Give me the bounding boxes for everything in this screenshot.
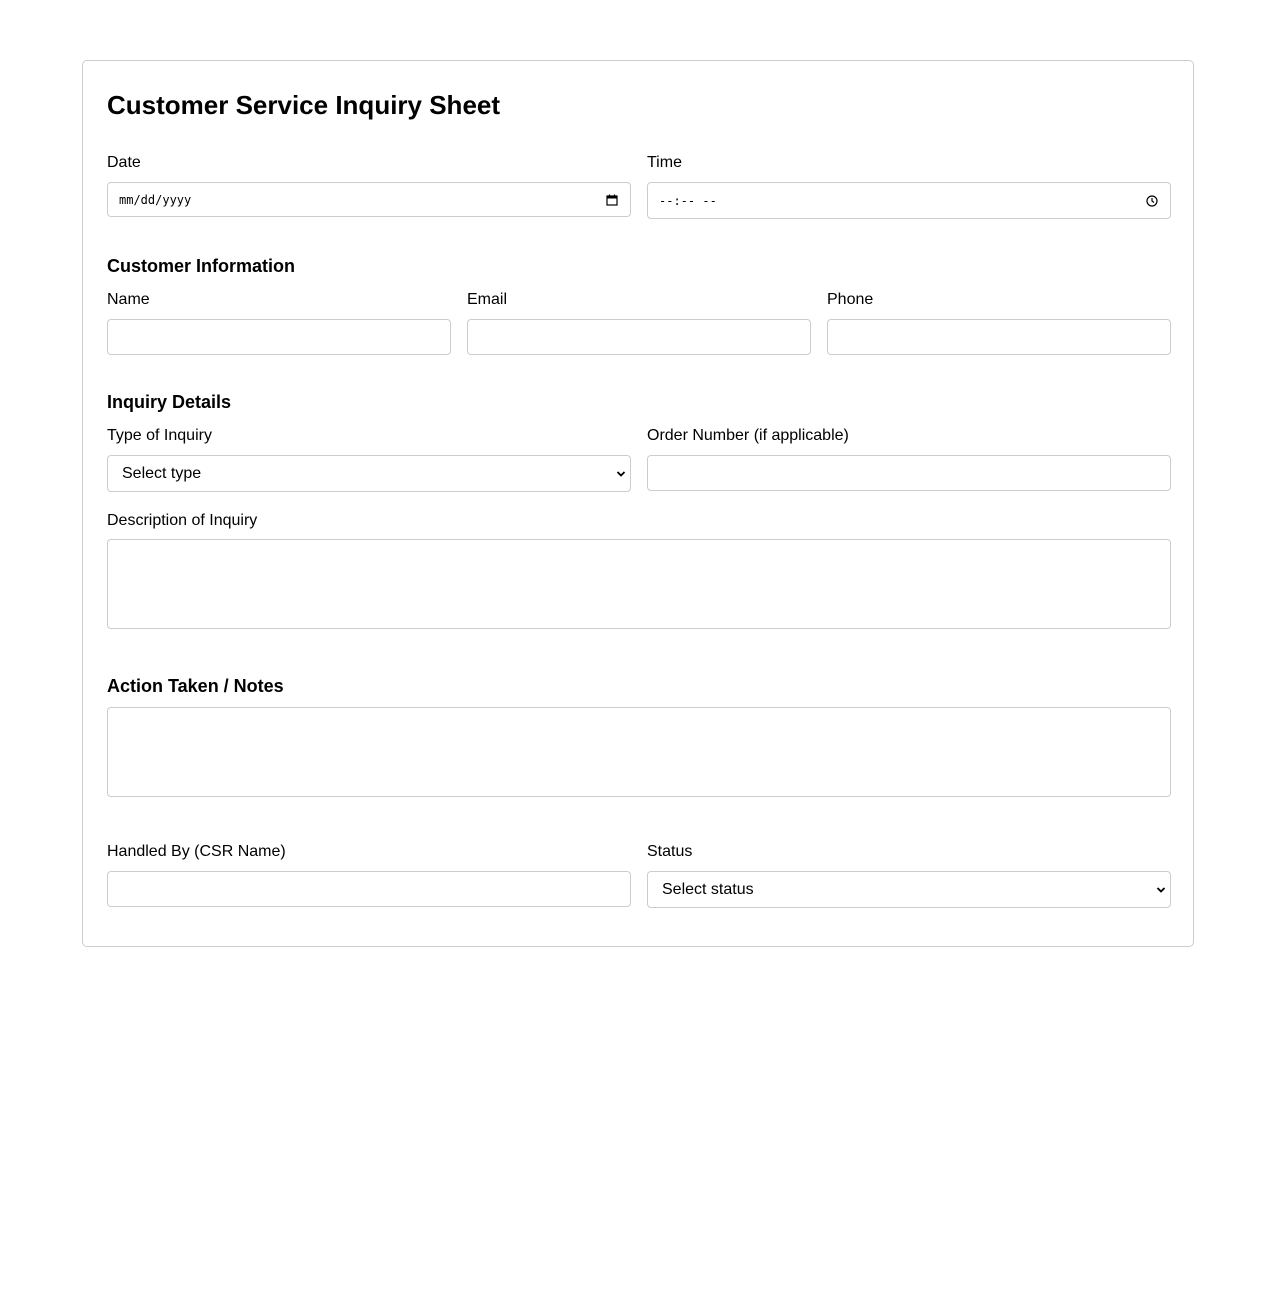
- page-title: Customer Service Inquiry Sheet: [107, 90, 501, 120]
- order-number-input[interactable]: [647, 455, 1171, 491]
- inquiry-type-label: Type of Inquiry: [107, 427, 212, 444]
- time-label: Time: [647, 154, 682, 171]
- description-label: Description of Inquiry: [107, 512, 258, 529]
- date-label: Date: [107, 154, 141, 171]
- email-input[interactable]: [467, 319, 811, 355]
- name-input[interactable]: [107, 319, 451, 355]
- action-notes-textarea[interactable]: [107, 707, 1171, 797]
- inquiry-details-heading: Inquiry Details: [107, 392, 232, 412]
- chevron-down-icon: [616, 456, 626, 491]
- chevron-down-icon: [1156, 872, 1166, 907]
- status-selected: Select status: [662, 880, 754, 898]
- order-number-label: Order Number (if applicable): [647, 427, 849, 444]
- handled-by-input[interactable]: [107, 871, 631, 907]
- phone-label: Phone: [827, 291, 874, 308]
- description-textarea[interactable]: [107, 539, 1171, 629]
- clock-icon[interactable]: [1146, 183, 1158, 218]
- calendar-icon[interactable]: [606, 183, 618, 216]
- email-label: Email: [467, 291, 508, 308]
- inquiry-type-select[interactable]: [107, 455, 631, 492]
- action-notes-heading: Action Taken / Notes: [107, 676, 284, 696]
- status-select[interactable]: [647, 871, 1171, 908]
- customer-info-heading: Customer Information: [107, 256, 296, 276]
- date-placeholder: mm/dd/yyyy: [119, 192, 192, 207]
- inquiry-type-selected: Select type: [122, 464, 202, 482]
- date-input[interactable]: [107, 182, 631, 217]
- status-label: Status: [647, 843, 693, 860]
- time-placeholder: --:-- --: [659, 193, 717, 208]
- phone-input[interactable]: [827, 319, 1171, 355]
- name-label: Name: [107, 291, 150, 308]
- inquiry-form-card: [82, 60, 1194, 947]
- time-input[interactable]: [647, 182, 1171, 219]
- handled-by-label: Handled By (CSR Name): [107, 843, 286, 860]
